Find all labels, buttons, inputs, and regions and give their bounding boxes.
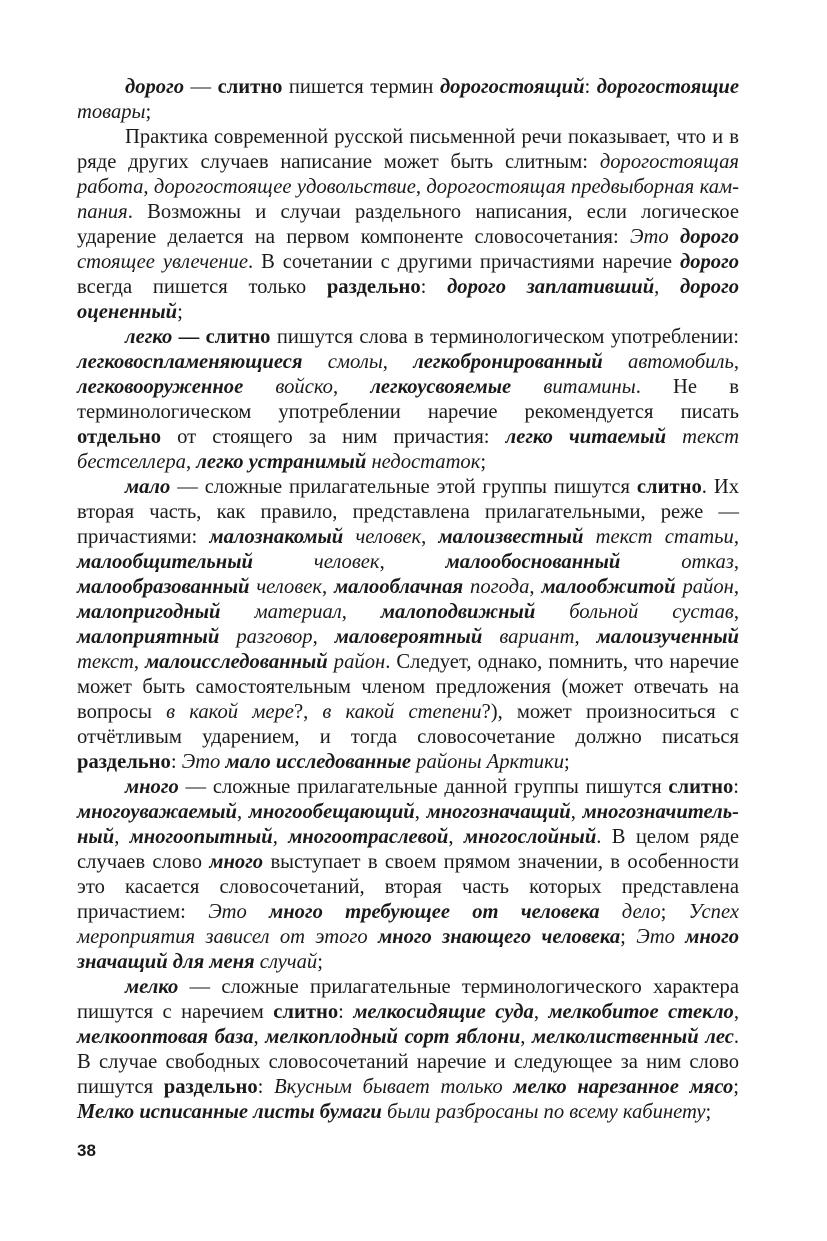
text-run: малообоснованный [445,551,621,573]
text-run: , [733,526,739,548]
text-run: малоизученный [596,626,739,648]
text-run: Это [208,901,270,923]
text-run: материал [220,601,342,623]
text-run: , [185,451,197,473]
text-run: — [172,326,206,348]
text-run: много знающего человека [378,926,621,948]
text-run: . Их вторая часть, как правило, представлена прилагательными, реже — причастиями: [77,476,739,548]
text-run: , [421,526,439,548]
text-run: Вкусным бывает только [274,1076,514,1098]
text-run: мало исследованные [225,751,412,773]
text-run: , [570,801,583,823]
text-run: : [733,776,739,798]
text-run: , [253,1026,266,1048]
text-run: в какой степени [322,701,482,723]
text-run: , [448,826,464,848]
text-run: дорогостоящие [596,76,740,98]
text-run: витамины [511,376,636,398]
text-run: текст бестселлера [77,426,739,473]
text-run: — сложные прилагательные терминологического характера пишутся с наречием [77,976,739,1023]
text-run: : [584,76,597,98]
text-run: ; [480,451,487,473]
text-run: выступает в своем прямом значении, в особенности это касается словосочетаний, вторая часть которых представлена причастием: [77,851,739,923]
text-run: мелко нарезанное мясо [513,1076,734,1098]
text-run: легко устранимый [196,451,367,473]
text-run: автомобиль [602,351,734,373]
text-run: малоподвижный [380,601,536,623]
text-run: малообжитой [541,576,676,598]
text-run: раздельно [326,276,421,298]
text-run: легко читаемый [505,426,667,448]
text-run: районы Арктики [411,751,565,773]
text-run: малооблачная [334,576,464,598]
text-run: слитно [636,476,702,498]
text-run: район [675,576,734,598]
text-run: Успех мероприятия зависел от этого [77,901,739,948]
text-run: — сложные прилагательные этой группы пишутся [170,476,637,498]
text-run: раздельно [163,1076,258,1098]
text-run: товары [77,101,146,123]
text-run: многоопытный [129,826,273,848]
text-run: многоотраслевой [288,826,449,848]
paragraph-melko [77,975,739,1125]
text-run: ; [660,901,689,923]
text-run: дорого [679,251,739,273]
text-run: дорого заплативший [447,276,655,298]
text-run: легкобронированный [413,351,603,373]
text-run: Это [636,926,686,948]
text-run: ; [705,1101,712,1123]
text-run: малообразованный [77,576,250,598]
text-run: . В целом ряде случаев слово [77,826,740,873]
text-run: отдельно [77,426,162,448]
text-run: мелколиственный лес [532,1026,734,1048]
text-run: слитно [205,326,271,348]
text-run: , [733,551,740,573]
text-run: пишутся слова в терминологическом употреблении: [270,326,740,348]
text-run: : [338,1001,354,1023]
text-run: легкоусвояемые [370,376,512,398]
text-run: — сложные прилагательные данной группы пишутся [178,776,669,798]
text-run: , [332,376,371,398]
text-run: , [236,801,249,823]
text-run: малопригодный [77,601,221,623]
text-run: текст статьи [583,526,734,548]
text-run: много требующее от человека [269,901,600,923]
text-run: человек [249,576,323,598]
text-run: стоящее увлечение [77,251,248,273]
text-run: , [654,276,680,298]
text-run: , [312,626,335,648]
text-run: раздельно [77,751,171,773]
text-run: : [170,751,182,773]
text-run: дело [599,901,661,923]
text-run: , [733,351,739,373]
text-run: много [209,851,264,873]
text-run: : [420,276,448,298]
text-run: случай [254,951,318,973]
text-run: многоуважаемый [77,801,237,823]
text-run: , [574,626,597,648]
text-run: мелкосидящие суда [353,1001,534,1023]
text-run: слитно [217,76,283,98]
text-run: мелкооптовая база [77,1026,254,1048]
text-run: ?), может произноситься с отчётливым ударением, и тогда словосочетание должно писаться [77,701,739,748]
text-run: мелкоплодный сорт яблони [265,1026,521,1048]
text-run: , [341,601,381,623]
text-run: : [257,1076,275,1098]
text-run: слитно [668,776,734,798]
text-run: ; [177,301,183,323]
text-run: Это [181,751,226,773]
text-run: ; [733,1076,739,1098]
text-run: , [379,551,446,573]
text-run: человек [343,526,422,548]
text-run: всегда пишется только [77,276,327,298]
text-run: малоизвестный [438,526,584,548]
text-run: много значащий для меня [77,926,740,973]
text-run: дорого [679,226,739,248]
text-run: — [184,76,218,98]
text-run: . Следует, однако, помнить, что наречие может быть самостоятельным членом предложения (может отвечать на вопросы [77,651,739,723]
text-run: слитно [273,1001,339,1023]
text-run: погода [463,576,530,598]
text-run: ; [564,751,570,773]
text-run: недостаток [366,451,481,473]
text-run: многозначащий [426,801,571,823]
text-run: в какой мере [166,701,294,723]
text-run: . В сочетании с другими причастиями наречие [247,251,680,273]
text-run: дорого оцененный [77,276,740,323]
page-number: 38 [77,1141,96,1160]
text-run: , [415,176,427,198]
text-run: мелкобитое стекло [548,1001,734,1023]
text-run: смолы [302,351,383,373]
text-run: дорогостоящий [439,76,585,98]
text-run: . Не в терминологическом употреблении наречие рекомендуется писать [77,376,739,423]
text-run: легковоспламеняющиеся [77,351,303,373]
text-run: дорогостоящая работа [77,151,739,198]
text-run: , [133,651,146,673]
text-run: от стоящего за ним причастия: [161,426,506,448]
text-run: , [533,1001,549,1023]
text-run: разговор [219,626,313,648]
text-run: , [272,826,289,848]
text-run: Практика современной русской письменной речи показывает, что и в ряде других случаев написание может быть слитным: [77,126,739,173]
text-run: малообщительный [77,551,253,573]
text-run: больной сустав [535,601,734,623]
text-run: мелко [125,976,179,998]
text-run: многозначительный [77,801,739,848]
paragraph-legko [77,325,739,475]
text-run: , [382,351,414,373]
text-run: человек [252,551,380,573]
text-run: , [520,1026,533,1048]
text-run: много [125,776,179,798]
text-run: текст [77,651,134,673]
text-run: район [327,651,386,673]
text-run: пишется термин [282,76,440,98]
text-run: легко [125,326,173,348]
text-run: Мелко исписанные листы бумаги [77,1101,382,1123]
text-run: были разбросаны по всему кабинету [381,1101,706,1123]
text-run: дорогостоящая предвыборная кампания [77,176,740,223]
text-run: легковооруженное [77,376,244,398]
paragraph-dorogo [77,75,739,125]
text-run: дорогостоящее удовольствие [153,176,416,198]
text-run: маловероятный [334,626,483,648]
text-run: мало [125,476,171,498]
text-run: , [143,176,154,198]
text-run: ; [145,101,152,123]
text-run: вариант [482,626,575,648]
text-run: , [733,576,740,598]
text-run: многообещающий [248,801,415,823]
text-run: ; [317,951,323,973]
text-run: малознакомый [209,526,344,548]
text-run: , [529,576,542,598]
paragraph-practice [77,125,739,325]
text-run: , [114,826,130,848]
page-body [77,75,739,1125]
paragraph-mnogo [77,775,739,975]
text-run: дорого [125,76,185,98]
text-run: . Возможны и случаи раздельного написания, если логическое ударение делается на первом компоненте словосочетания: [77,201,739,248]
text-run: войско [243,376,333,398]
text-run: многослойный [463,826,597,848]
text-run: , [414,801,427,823]
text-run: малоисследованный [145,651,328,673]
text-run: . В случае свободных словосочетаний наречие и следующее за ним слово пишутся [77,1026,739,1098]
text-run: , [733,601,739,623]
text-run: , [322,576,335,598]
text-run: , [733,1001,739,1023]
text-run: отказ [620,551,734,573]
text-run: малоприятный [77,626,220,648]
text-run: Это [630,226,680,248]
text-run: ; [620,926,637,948]
text-run: ?, [293,701,323,723]
paragraph-malo [77,475,739,775]
